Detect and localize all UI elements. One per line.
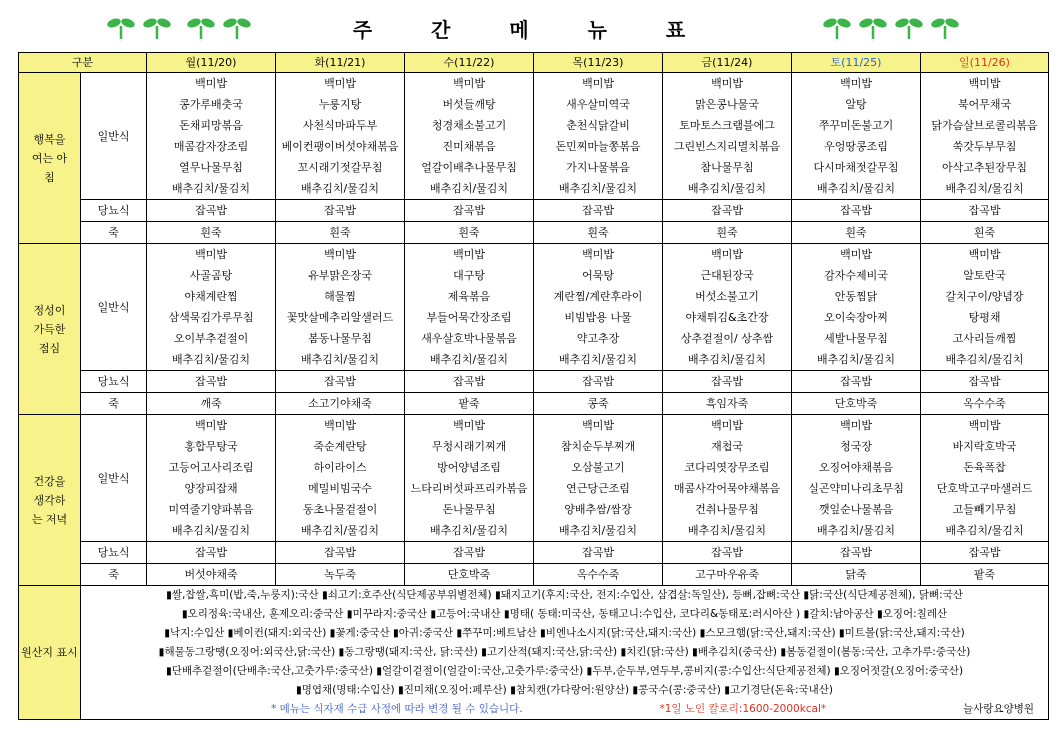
dish-item: 봄동나물무침 <box>308 332 372 345</box>
porridge-cell: 단호박죽 <box>405 564 534 586</box>
origin-line: ▮해물동그랑땡(오징어:외국산,닭:국산) ▮동그랑땡(돼지:국산, 닭:국산) ▮고기산적(돼지:국산,닭:국산) ▮치킨(닭:국산) ▮배추김치(중국산) ▮봄동겉절이(봄동:국산, 고추가루:중국산) <box>158 646 971 658</box>
origin-line: ▮단배추겉절이(단배추:국산,고춧가루:중국산) ▮얼갈이겉절이(얼갈이:국산,고춧가루:중국산) ▮두부,순두부,연두부,콩비지(콩:수입산:식단제공전체) ▮오징어젓갈(오징어:중국산) <box>165 665 964 677</box>
dish-item: 진미채볶음 <box>442 140 496 153</box>
dish-item: 배추김치/물김치 <box>429 182 509 195</box>
dish-item: 배추김치/물김치 <box>300 524 380 537</box>
menu-cell <box>792 415 921 542</box>
dish-item: 그린빈스지리멸치볶음 <box>673 140 781 153</box>
dish-item: 가지나물볶음 <box>566 161 630 174</box>
dish-item: 배추김치/물김치 <box>300 353 380 366</box>
weekly-menu-table <box>18 52 1049 720</box>
dish-item: 얼갈이배추나물무침 <box>421 161 517 174</box>
footer-hospital: 늘사랑요양병원 <box>963 703 1035 715</box>
menu-cell <box>921 244 1049 371</box>
dish-item: 백미밥 <box>968 419 1001 432</box>
dish-item: 세발나물무침 <box>824 332 888 345</box>
dish-item: 부들어묵간장조림 <box>426 311 512 324</box>
porridge-cell: 흑임자죽 <box>663 393 792 415</box>
dish-item: 돈나물무침 <box>442 503 496 516</box>
footer-calorie: *1일 노인 칼로리:1600-2000kcal* <box>659 703 827 715</box>
dish-item: 느타리버섯파프리카볶음 <box>410 482 528 495</box>
type-diabetic: 당뇨식 <box>81 200 147 222</box>
dish-item: 새우살호박나물볶음 <box>421 332 517 345</box>
diabetic-cell: 잡곡밥 <box>147 542 276 564</box>
dish-item: 백미밥 <box>324 248 356 261</box>
dish-item: 백미밥 <box>968 77 1001 90</box>
dish-item: 돈채피망볶음 <box>179 119 243 132</box>
dish-item: 깻잎순나물볶음 <box>818 503 894 516</box>
dish-item: 백미밥 <box>453 77 485 90</box>
day-header-wed: 수(11/22) <box>405 53 534 73</box>
footer-notice: * 메뉴는 식자재 수급 사정에 따라 변경 될 수 있습니다. <box>271 703 523 715</box>
diabetic-cell: 잡곡밥 <box>534 371 663 393</box>
dish-item: 돈민찌마늘쫑볶음 <box>555 140 641 153</box>
dish-item: 연근당근조림 <box>566 482 630 495</box>
dish-item: 미역줄기양파볶음 <box>168 503 254 516</box>
porridge-cell: 흰죽 <box>663 222 792 244</box>
porridge-cell: 팥죽 <box>921 564 1049 586</box>
dish-item: 양배추쌈/쌈장 <box>564 503 632 516</box>
dish-item: 알토란국 <box>963 269 1006 282</box>
diabetic-cell: 잡곡밥 <box>921 542 1049 564</box>
dish-item: 계란찜/계란후라이 <box>553 290 643 303</box>
dish-item: 오이숙장아찌 <box>824 311 888 324</box>
dish-item: 백미밥 <box>840 419 872 432</box>
dish-item: 배추김치/물김치 <box>687 353 767 366</box>
meal-label <box>19 73 81 244</box>
dish-item: 안동찜닭 <box>834 290 878 303</box>
dish-item: 백미밥 <box>711 77 743 90</box>
day-header-fri: 금(11/24) <box>663 53 792 73</box>
dish-item: 콩가루배춧국 <box>179 98 243 111</box>
dish-item: 실곤약미나리초무침 <box>808 482 904 495</box>
meal-name: 정성이 가득한 점심 <box>33 303 66 355</box>
header-row <box>19 53 1049 73</box>
dish-item: 꼬시래기젓갈무침 <box>297 161 383 174</box>
dish-item: 탕평채 <box>968 311 1001 324</box>
origin-label: 원산지 표시 <box>19 586 81 720</box>
diabetic-cell: 잡곡밥 <box>792 371 921 393</box>
diabetic-cell: 잡곡밥 <box>276 200 405 222</box>
porridge-cell: 단호박죽 <box>792 393 921 415</box>
dish-item: 코다리엿장무조림 <box>684 461 770 474</box>
dish-item: 춘천식닭갈비 <box>566 119 630 132</box>
dish-item: 맑은콩나물국 <box>695 98 759 111</box>
dish-item: 갈치구이/양념장 <box>945 290 1024 303</box>
dish-item: 감자수제비국 <box>824 269 888 282</box>
diabetic-cell: 잡곡밥 <box>792 542 921 564</box>
porridge-cell: 흰죽 <box>405 222 534 244</box>
day-header-mon: 월(11/20) <box>147 53 276 73</box>
dish-item: 버섯들깨탕 <box>442 98 496 111</box>
dish-item: 방어양념조림 <box>437 461 501 474</box>
dish-item: 닭가슴살브로콜리볶음 <box>931 119 1038 132</box>
porridge-row <box>19 564 1049 586</box>
dish-item: 오징어야채볶음 <box>818 461 894 474</box>
dish-item: 오이부추겉절이 <box>173 332 249 345</box>
dish-item: 백미밥 <box>582 248 614 261</box>
diabetic-cell: 잡곡밥 <box>792 200 921 222</box>
diabetic-cell: 잡곡밥 <box>405 200 534 222</box>
dish-item: 청경채소불고기 <box>431 119 507 132</box>
menu-cell <box>663 73 792 200</box>
dish-item: 제육볶음 <box>447 290 491 303</box>
dish-item: 대구탕 <box>453 269 485 282</box>
sprout-group-right <box>822 12 960 40</box>
dish-item: 백미밥 <box>195 77 227 90</box>
porridge-cell: 콩죽 <box>534 393 663 415</box>
menu-cell <box>276 73 405 200</box>
dish-item: 청국장 <box>840 440 872 453</box>
menu-cell <box>534 244 663 371</box>
dish-item: 백미밥 <box>711 248 743 261</box>
diabetic-cell: 잡곡밥 <box>663 200 792 222</box>
diabetic-cell: 잡곡밥 <box>663 371 792 393</box>
menu-cell <box>276 244 405 371</box>
dish-item: 배추김치/물김치 <box>558 353 638 366</box>
dish-item: 유부맑은장국 <box>308 269 372 282</box>
dish-item: 백미밥 <box>453 419 485 432</box>
menu-cell <box>405 73 534 200</box>
dish-item: 베이컨팽이버섯야채볶음 <box>281 140 399 153</box>
origin-line: ▮쌀,찹쌀,흑미(밥,죽,누룽지):국산 ▮쇠고기:호주산(식단제공부위별전체) ▮돼지고기(후지:국산, 전지:수입산, 삼겹살:독일산), 등뼈,잡뼈:국산 ▮닭:국산(식단제공전체), 닭뼈:국산 <box>166 589 963 601</box>
dish-item: 참치순두부찌개 <box>560 440 636 453</box>
porridge-cell: 흰죽 <box>534 222 663 244</box>
dish-item: 오삼불고기 <box>571 461 625 474</box>
dish-item: 백미밥 <box>711 419 743 432</box>
type-general: 일반식 <box>81 415 147 542</box>
meal-name: 행복을 여는 아침 <box>31 132 68 184</box>
dish-item: 배추김치/물김치 <box>945 524 1024 537</box>
dish-item: 쑥갓두부무침 <box>952 140 1017 153</box>
dish-item: 어묵탕 <box>582 269 614 282</box>
diabetic-cell: 잡곡밥 <box>276 542 405 564</box>
dish-item: 배추김치/물김치 <box>429 353 509 366</box>
dish-item: 다시마채젓갈무침 <box>813 161 899 174</box>
diabetic-row <box>19 542 1049 564</box>
type-porridge: 죽 <box>81 393 147 415</box>
sprout-icon <box>858 12 888 40</box>
dish-item: 야채튀김&초간장 <box>685 311 769 324</box>
menu-cell <box>405 244 534 371</box>
dish-item: 누룽지탕 <box>318 98 362 111</box>
type-general: 일반식 <box>81 73 147 200</box>
menu-cell <box>792 244 921 371</box>
menu-cell <box>534 73 663 200</box>
diabetic-row <box>19 200 1049 222</box>
dish-item: 배추김치/물김치 <box>300 182 380 195</box>
dish-item: 야채계란찜 <box>184 290 238 303</box>
porridge-cell: 옥수수죽 <box>534 564 663 586</box>
menu-cell <box>921 415 1049 542</box>
menu-cell <box>147 244 276 371</box>
day-header-tue: 화(11/21) <box>276 53 405 73</box>
dish-item: 홍합무탕국 <box>184 440 238 453</box>
dish-item: 고사리들깨찜 <box>952 332 1017 345</box>
type-diabetic: 당뇨식 <box>81 542 147 564</box>
dish-item: 메밀비빔국수 <box>308 482 372 495</box>
dish-item: 배추김치/물김치 <box>945 182 1024 195</box>
dish-item: 비빔밥용 나물 <box>564 311 632 324</box>
dish-item: 매콤감자장조림 <box>173 140 249 153</box>
dish-item: 백미밥 <box>195 248 227 261</box>
dish-item: 동초나물겉절이 <box>302 503 378 516</box>
porridge-cell: 팥죽 <box>405 393 534 415</box>
dish-item: 배추김치/물김치 <box>687 182 767 195</box>
origin-line: ▮오리정육:국내산, 훈제오리:중국산 ▮미꾸라지:중국산 ▮고등어:국내산 ▮명태( 동태:미국산, 동태고니:수입산, 코다리&동태포:러시아산 ) ▮갈치:남아공산 ▮오징어:칠레산 <box>181 608 948 620</box>
dish-item: 꽃맛살메추리알샐러드 <box>286 311 394 324</box>
dish-item: 사골곰탕 <box>189 269 233 282</box>
dish-item: 배추김치/물김치 <box>171 524 251 537</box>
page-title: 주 간 메 뉴 표 <box>352 18 712 42</box>
diabetic-cell: 잡곡밥 <box>147 371 276 393</box>
porridge-cell: 소고기야채죽 <box>276 393 405 415</box>
meal-label <box>19 244 81 415</box>
dish-item: 알탕 <box>845 98 867 111</box>
origin-line: ▮명엽채(명태:수입산) ▮진미채(오징어:페루산) ▮참치캔(가다랑어:원양산) ▮콩국수(콩:중국산) ▮고기경단(돈육:국내산) <box>295 684 834 696</box>
dish-item: 버섯소불고기 <box>695 290 759 303</box>
dish-item: 고들빼기무침 <box>952 503 1017 516</box>
dish-item: 북어무채국 <box>957 98 1012 111</box>
menu-cell <box>147 73 276 200</box>
dish-item: 하이라이스 <box>313 461 367 474</box>
general-row <box>19 73 1049 200</box>
dish-item: 새우살미역국 <box>566 98 630 111</box>
dish-item: 돈육폭찹 <box>963 461 1006 474</box>
general-row <box>19 244 1049 371</box>
diabetic-cell: 잡곡밥 <box>147 200 276 222</box>
porridge-cell: 흰죽 <box>276 222 405 244</box>
dish-item: 백미밥 <box>582 419 614 432</box>
dish-item: 백미밥 <box>968 248 1001 261</box>
dish-item: 배추김치/물김치 <box>558 524 638 537</box>
dish-item: 배추김치/물김치 <box>171 182 251 195</box>
sprout-icon <box>894 12 924 40</box>
diabetic-cell: 잡곡밥 <box>276 371 405 393</box>
dish-item: 참나물무침 <box>700 161 754 174</box>
dish-item: 배추김치/물김치 <box>945 353 1024 366</box>
porridge-cell: 흰죽 <box>792 222 921 244</box>
dish-item: 양장피잡채 <box>184 482 238 495</box>
porridge-cell: 흰죽 <box>147 222 276 244</box>
dish-item: 백미밥 <box>582 77 614 90</box>
porridge-row <box>19 393 1049 415</box>
dish-item: 해물찜 <box>324 290 356 303</box>
dish-item: 열무나물무침 <box>179 161 243 174</box>
dish-item: 아삭고추된장무침 <box>942 161 1028 174</box>
menu-cell <box>147 415 276 542</box>
diabetic-cell: 잡곡밥 <box>534 200 663 222</box>
dish-item: 고등어고사리조림 <box>168 461 254 474</box>
porridge-cell: 깨죽 <box>147 393 276 415</box>
porridge-cell: 닭죽 <box>792 564 921 586</box>
dish-item: 삼색묵김가루무침 <box>168 311 254 324</box>
origin-notes <box>81 586 1049 720</box>
dish-item: 배추김치/물김치 <box>816 353 896 366</box>
dish-item: 배추김치/물김치 <box>816 182 896 195</box>
dish-item: 배추김치/물김치 <box>558 182 638 195</box>
dish-item: 상추겉절이/ 상추쌈 <box>680 332 774 345</box>
meal-label <box>19 415 81 586</box>
menu-cell <box>921 73 1049 200</box>
menu-cell <box>534 415 663 542</box>
meal-name: 건강을 생각하는 저녁 <box>31 474 68 526</box>
dish-item: 단호박고구마샐러드 <box>936 482 1033 495</box>
sprout-icon <box>822 12 852 40</box>
dish-item: 근대된장국 <box>700 269 754 282</box>
dish-item: 토마토스크램블에그 <box>679 119 775 132</box>
dish-item: 사천식마파두부 <box>302 119 378 132</box>
diabetic-cell: 잡곡밥 <box>405 371 534 393</box>
dish-item: 매콤사각어묵야채볶음 <box>673 482 781 495</box>
dish-item: 쭈꾸미돈불고기 <box>818 119 894 132</box>
dish-item: 백미밥 <box>324 77 356 90</box>
diabetic-cell: 잡곡밥 <box>663 542 792 564</box>
diabetic-cell: 잡곡밥 <box>534 542 663 564</box>
type-porridge: 죽 <box>81 564 147 586</box>
porridge-row <box>19 222 1049 244</box>
dish-item: 백미밥 <box>453 248 485 261</box>
type-porridge: 죽 <box>81 222 147 244</box>
dish-item: 죽순계란탕 <box>313 440 367 453</box>
dish-item: 우엉땅콩조림 <box>824 140 888 153</box>
menu-cell <box>792 73 921 200</box>
menu-cell <box>405 415 534 542</box>
menu-cell <box>276 415 405 542</box>
diabetic-cell: 잡곡밥 <box>921 371 1049 393</box>
dish-item: 약고추장 <box>576 332 620 345</box>
porridge-cell: 옥수수죽 <box>921 393 1049 415</box>
dish-item: 재첩국 <box>711 440 743 453</box>
type-diabetic: 당뇨식 <box>81 371 147 393</box>
dish-item: 백미밥 <box>840 248 872 261</box>
dish-item: 배추김치/물김치 <box>687 524 767 537</box>
day-header-sat: 토(11/25) <box>792 53 921 73</box>
dish-item: 배추김치/물김치 <box>429 524 509 537</box>
page-header <box>0 0 1064 50</box>
day-header-thu: 목(11/23) <box>534 53 663 73</box>
dish-item: 바지락호박국 <box>952 440 1017 453</box>
dish-item: 백미밥 <box>195 419 227 432</box>
diabetic-row <box>19 371 1049 393</box>
dish-item: 배추김치/물김치 <box>816 524 896 537</box>
general-row <box>19 415 1049 542</box>
dish-item: 건취나물무침 <box>695 503 759 516</box>
porridge-cell: 흰죽 <box>921 222 1049 244</box>
porridge-cell: 고구마우유죽 <box>663 564 792 586</box>
sprout-icon <box>930 12 960 40</box>
porridge-cell: 버섯야채죽 <box>147 564 276 586</box>
origin-row <box>19 586 1049 720</box>
dish-item: 백미밥 <box>324 419 356 432</box>
dish-item: 무청시래기찌개 <box>431 440 507 453</box>
type-general: 일반식 <box>81 244 147 371</box>
day-header-sun: 일(11/26) <box>921 53 1049 73</box>
origin-line: ▮낙지:수입산 ▮베이컨(돼지:외국산) ▮꽃게:중국산 ▮아귀:중국산 ▮쭈꾸미:베트남산 ▮비엔나소시지(닭:국산,돼지:국산) ▮스모크햄(닭:국산,돼지:국산) ▮미트볼(닭:국산,돼지:국산) <box>164 627 965 639</box>
dish-item: 백미밥 <box>840 77 872 90</box>
corner-header: 구분 <box>19 53 147 73</box>
dish-item: 배추김치/물김치 <box>171 353 251 366</box>
menu-cell <box>663 244 792 371</box>
footer-line <box>81 700 1048 719</box>
diabetic-cell: 잡곡밥 <box>405 542 534 564</box>
menu-cell <box>663 415 792 542</box>
diabetic-cell: 잡곡밥 <box>921 200 1049 222</box>
porridge-cell: 녹두죽 <box>276 564 405 586</box>
